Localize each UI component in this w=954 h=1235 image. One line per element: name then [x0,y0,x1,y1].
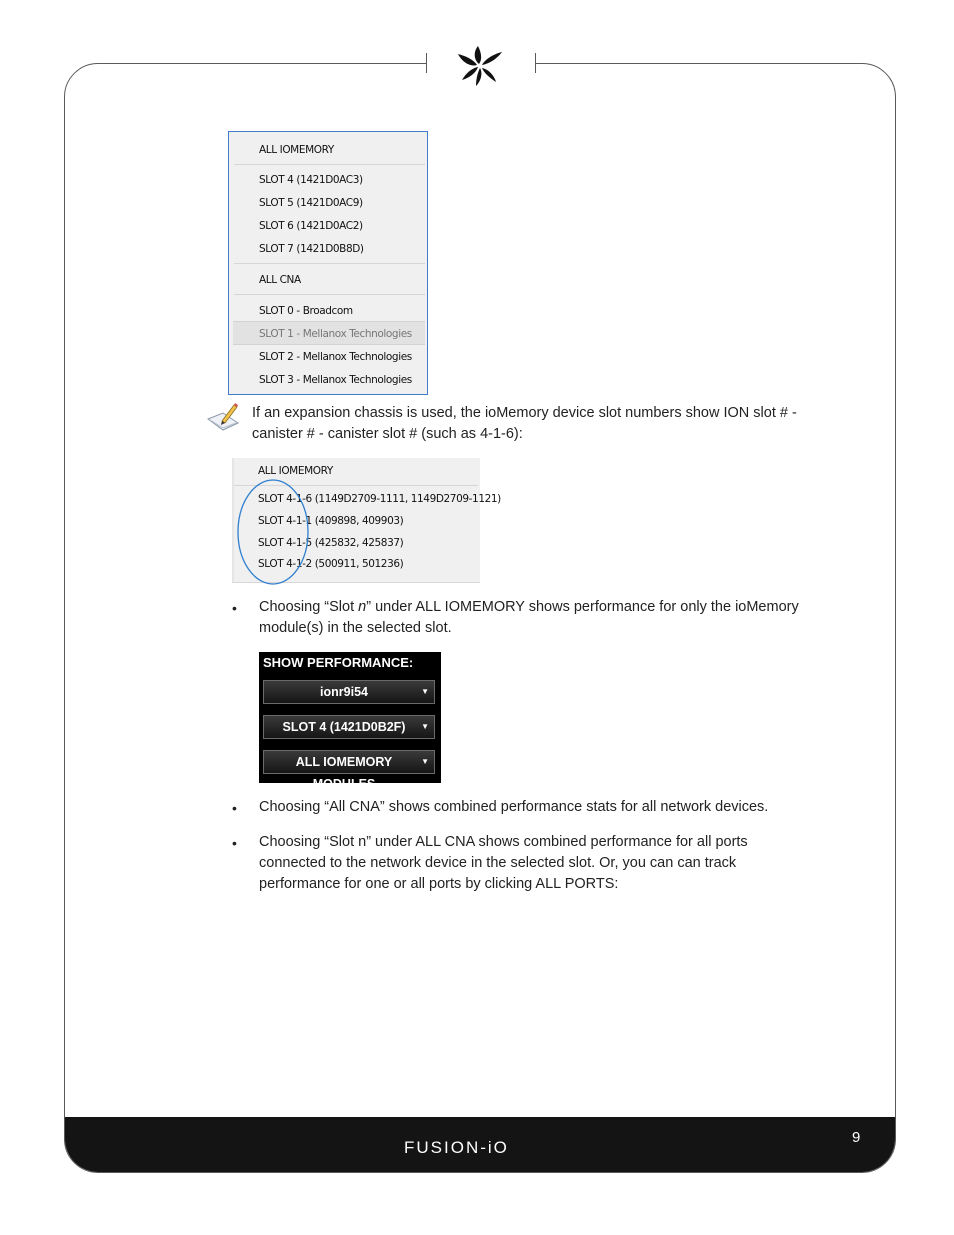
bullet-marker: • [232,835,237,851]
bullet-1-line-1 [259,597,799,618]
menu-separator [234,164,425,165]
slot-select-value: SLOT 4 (1421D0B2F) [282,720,406,734]
menu-separator [234,294,425,295]
chassis-item-slot-4-1-1[interactable]: SLOT 4-1-1 (409898, 409903) [258,515,404,527]
show-performance-title: SHOW PERFORMANCE: [263,655,414,670]
menu-item-slot-6[interactable]: SLOT 6 (1421D0AC2) [259,220,363,232]
menu-item-slot-7[interactable]: SLOT 7 (1421D0B8D) [259,243,364,255]
fusion-io-star-logo-icon [452,42,508,88]
chassis-item-slot-4-1-6[interactable]: SLOT 4-1-6 (1149D2709-1111, 1149D2709-1121) [258,493,501,505]
slot-select[interactable] [263,715,435,739]
host-select-value: ionr9i54 [320,685,368,699]
menu-left-edge [232,458,234,582]
host-select[interactable] [263,680,435,704]
header-tick-left [426,53,427,73]
fusion-io-brand-logo [404,1136,556,1158]
page-frame [64,63,896,1173]
bullet-1-line-2: module(s) in the selected slot. [259,620,452,636]
menu-item-all-iomemory[interactable]: ALL IOMEMORY [259,144,334,156]
menu-item-slot-1-mellanox[interactable]: SLOT 1 - Mellanox Technologies [259,328,412,340]
bullet-3-line-2: connected to the network device in the selected slot. Or, you can can track [259,855,737,871]
bullet-1-text-a: Choosing “Slot [259,599,359,615]
chassis-item-all-iomemory[interactable]: ALL IOMEMORY [258,465,333,477]
bullet-3-line-3: performance for one or all ports by clicking ALL PORTS: [259,876,619,892]
menu-item-slot-4[interactable]: SLOT 4 (1421D0AC3) [259,174,363,186]
bullet-marker: • [232,800,237,816]
menu-item-slot-5[interactable]: SLOT 5 (1421D0AC9) [259,197,363,209]
chevron-down-icon: ▼ [421,722,429,731]
chevron-down-icon: ▼ [421,757,429,766]
module-select[interactable] [263,750,435,791]
brand-wordmark: FUSION-iO [404,1138,509,1157]
chassis-item-slot-4-1-2[interactable]: SLOT 4-1-2 (500911, 501236) [258,558,404,570]
show-performance-panel [259,652,441,791]
note-line-1: If an expansion chassis is used, the ioMemory device slot numbers show ION slot # - [252,405,797,421]
highlight-oval [236,478,310,586]
chassis-item-slot-4-1-5[interactable]: SLOT 4-1-5 (425832, 425837) [258,537,404,549]
menu-item-slot-0-broadcom[interactable]: SLOT 0 - Broadcom [259,305,353,317]
bullet-3-line-1: Choosing “Slot n” under ALL CNA shows combined performance for all ports [259,834,748,850]
menu-separator [234,263,425,264]
slot-dropdown-menu [228,131,428,395]
bullet-marker: • [232,600,237,616]
header-tick-right [535,53,536,73]
chevron-down-icon: ▼ [421,687,429,696]
module-select-value: ALL IOMEMORY MODULES [295,755,393,791]
menu-item-all-cna[interactable]: ALL CNA [259,274,301,286]
bullet-2-text: Choosing “All CNA” shows combined performance stats for all network devices. [259,799,769,815]
bullet-1-text-b: ” under ALL IOMEMORY shows performance for only the ioMemory [366,599,799,615]
note-line-2: canister # - canister slot # (such as 4-1-6): [252,426,523,442]
page-number: 9 [852,1129,861,1146]
menu-item-slot-2-mellanox[interactable]: SLOT 2 - Mellanox Technologies [259,351,412,363]
note-pencil-icon [205,401,241,433]
menu-item-slot-3-mellanox[interactable]: SLOT 3 - Mellanox Technologies [259,374,412,386]
bullet-1-italic-n: n [358,599,367,615]
